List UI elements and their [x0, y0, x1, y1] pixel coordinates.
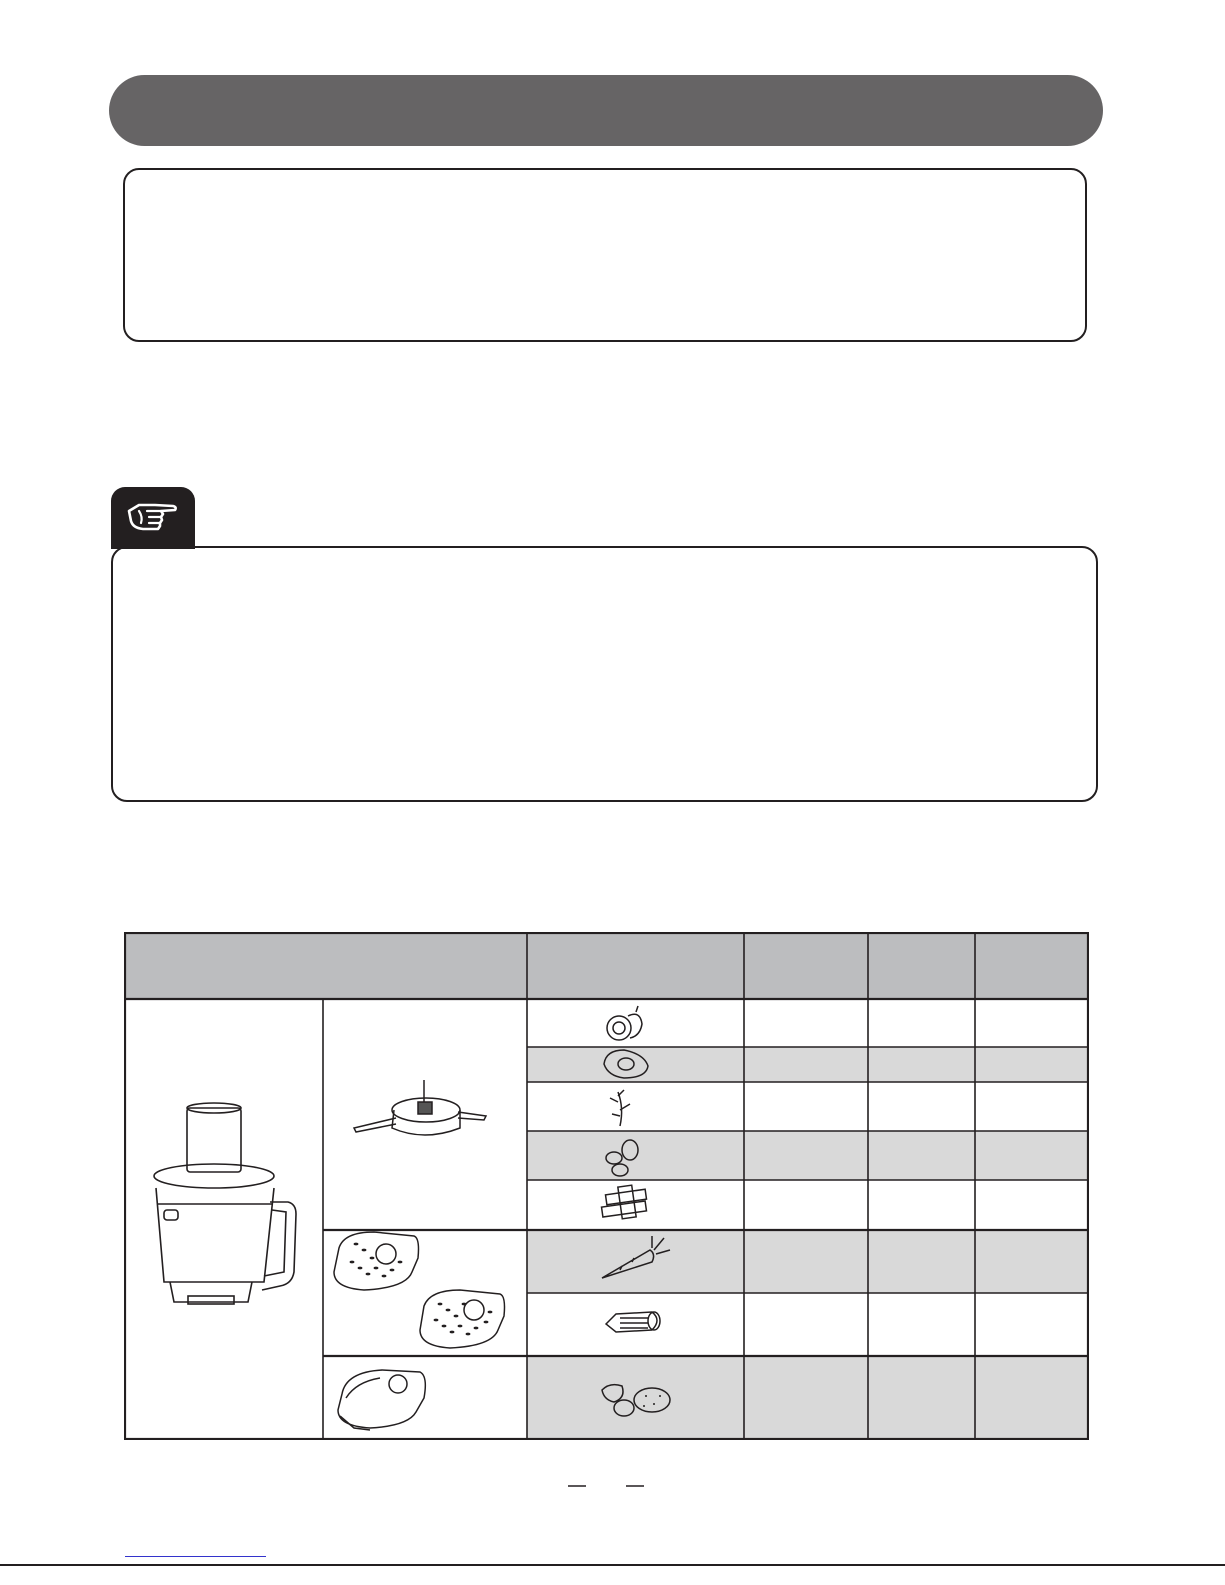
tips-box [111, 546, 1098, 802]
cucumber-icon [606, 1312, 660, 1332]
header-cell-time [868, 932, 975, 998]
header-cell-food [527, 932, 744, 998]
food-processor-bowl-icon [154, 1103, 296, 1304]
cheese-icon [602, 1185, 647, 1219]
chopping-blade-icon [354, 1080, 486, 1135]
info-box [123, 168, 1087, 342]
notice-tab [111, 487, 195, 549]
header-cell-speed [975, 932, 1089, 998]
page-number-marks [0, 1476, 1225, 1496]
pointing-hand-icon [125, 497, 181, 537]
emulsifying-disc-icon [338, 1370, 425, 1430]
usage-table-grid [124, 932, 1089, 1440]
shaded-rows [527, 1047, 1089, 1440]
footer-rule [0, 1564, 1225, 1566]
herbs-icon [610, 1090, 630, 1126]
usage-table [124, 932, 1089, 1440]
slicing-grating-discs-icon [334, 1232, 505, 1348]
footer-link-underline [125, 1556, 266, 1557]
section-title-bar [109, 75, 1103, 146]
header-cell-accessory [124, 932, 527, 998]
header-cell-quantity [744, 932, 868, 998]
onion-icon [607, 1006, 642, 1040]
